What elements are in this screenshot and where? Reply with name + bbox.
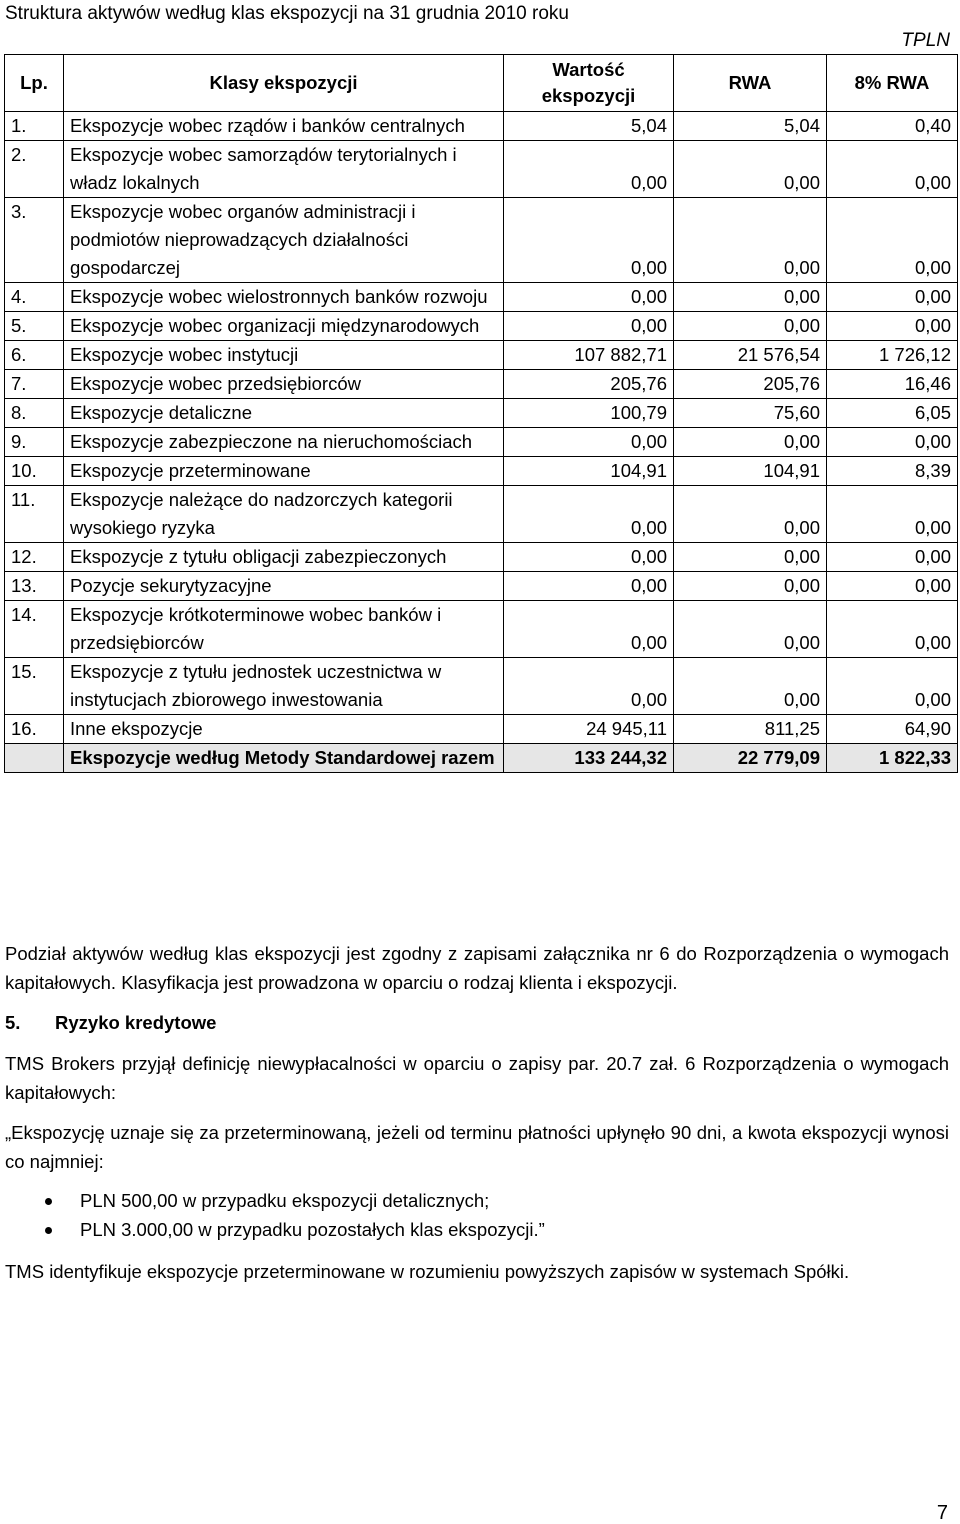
row-rwa: 0,00: [674, 428, 827, 457]
table-row: [5, 312, 958, 341]
row-wartosc: 0,00: [504, 283, 674, 312]
table-row: [5, 399, 958, 428]
row-lp: 12.: [5, 543, 64, 572]
row-wartosc: 205,76: [504, 370, 674, 399]
row-klasa: Ekspozycje z tytułu jednostek uczestnictwa w instytucjach zbiorowego inwestowania: [64, 658, 504, 715]
row-klasa: Inne ekspozycje: [64, 715, 504, 744]
row-rwa: 5,04: [674, 112, 827, 141]
table-row: [5, 341, 958, 370]
row-rwa: 0,00: [674, 141, 827, 198]
row-rwa8: 6,05: [827, 399, 958, 428]
row-rwa8: 16,46: [827, 370, 958, 399]
bullet-list: [5, 1186, 905, 1244]
row-klasa: Ekspozycje wobec wielostronnych banków rozwoju: [64, 283, 504, 312]
row-rwa8: 0,00: [827, 198, 958, 283]
row-rwa: 205,76: [674, 370, 827, 399]
bullet-icon: [45, 1227, 52, 1234]
row-rwa: 0,00: [674, 312, 827, 341]
header-rwa: RWA: [674, 55, 827, 112]
page-title: Struktura aktywów według klas ekspozycji na 31 grudnia 2010 roku: [5, 3, 569, 24]
section-heading: [5, 1009, 949, 1038]
header-wartosc: Wartość ekspozycji: [504, 55, 674, 112]
row-wartosc: 0,00: [504, 658, 674, 715]
row-wartosc: 0,00: [504, 572, 674, 601]
row-wartosc: 107 882,71: [504, 341, 674, 370]
table-row: [5, 428, 958, 457]
row-rwa8: 0,00: [827, 141, 958, 198]
table-row: [5, 457, 958, 486]
table-row: [5, 112, 958, 141]
table-row: [5, 543, 958, 572]
row-rwa8: 0,00: [827, 428, 958, 457]
row-rwa: 0,00: [674, 486, 827, 543]
row-rwa8: 0,00: [827, 543, 958, 572]
total-klasa: Ekspozycje według Metody Standardowej razem: [64, 744, 504, 773]
row-wartosc: 104,91: [504, 457, 674, 486]
row-lp: 13.: [5, 572, 64, 601]
table-header-row: [5, 55, 958, 112]
table-row: [5, 370, 958, 399]
row-rwa8: 0,40: [827, 112, 958, 141]
list-item: [5, 1186, 905, 1215]
row-wartosc: 0,00: [504, 141, 674, 198]
unit-label: TPLN: [901, 30, 950, 51]
paragraph-definition: TMS Brokers przyjął definicję niewypłacalności w oparciu o zapisy par. 20.7 zał. 6 Rozporządzenia o wymogach kapitałowych:: [5, 1053, 949, 1103]
row-klasa: Ekspozycje z tytułu obligacji zabezpieczonych: [64, 543, 504, 572]
row-rwa8: 8,39: [827, 457, 958, 486]
row-lp: 11.: [5, 486, 64, 543]
row-lp: 4.: [5, 283, 64, 312]
row-rwa8: 0,00: [827, 486, 958, 543]
row-wartosc: 0,00: [504, 198, 674, 283]
row-rwa8: 1 726,12: [827, 341, 958, 370]
row-klasa: Ekspozycje należące do nadzorczych kategorii wysokiego ryzyka: [64, 486, 504, 543]
row-lp: 2.: [5, 141, 64, 198]
row-klasa: Ekspozycje wobec przedsiębiorców: [64, 370, 504, 399]
total-rwa8: 1 822,33: [827, 744, 958, 773]
row-lp: 7.: [5, 370, 64, 399]
row-lp: 15.: [5, 658, 64, 715]
section-number: 5.: [5, 1012, 21, 1033]
row-wartosc: 5,04: [504, 112, 674, 141]
page-number: 7: [936, 1502, 948, 1524]
paragraph-quote: „Ekspozycję uznaje się za przeterminowaną, jeżeli od terminu płatności upłynęło 90 dni, a kwota ekspozycji wynosi co najmniej:: [5, 1122, 949, 1172]
list-item: [5, 1215, 905, 1244]
row-rwa: 75,60: [674, 399, 827, 428]
header-rwa8: 8% RWA: [827, 55, 958, 112]
row-lp: 1.: [5, 112, 64, 141]
total-rwa: 22 779,09: [674, 744, 827, 773]
row-lp: 6.: [5, 341, 64, 370]
row-wartosc: 0,00: [504, 601, 674, 658]
row-lp: 5.: [5, 312, 64, 341]
row-lp: 10.: [5, 457, 64, 486]
table-row: [5, 198, 958, 283]
row-rwa: 0,00: [674, 658, 827, 715]
row-rwa8: 0,00: [827, 312, 958, 341]
row-klasa: Ekspozycje detaliczne: [64, 399, 504, 428]
row-klasa: Ekspozycje wobec instytucji: [64, 341, 504, 370]
table-row: [5, 601, 958, 658]
row-rwa8: 64,90: [827, 715, 958, 744]
row-wartosc: 100,79: [504, 399, 674, 428]
row-klasa: Ekspozycje zabezpieczone na nieruchomościach: [64, 428, 504, 457]
row-wartosc: 0,00: [504, 486, 674, 543]
header-klasa: Klasy ekspozycji: [64, 55, 504, 112]
table-row: [5, 658, 958, 715]
paragraph-systems: TMS identyfikuje ekspozycje przeterminowane w rozumieniu powyższych zapisów w systemach Spółki.: [5, 1261, 850, 1282]
table-row: [5, 572, 958, 601]
total-lp: [5, 744, 64, 773]
row-klasa: Ekspozycje krótkoterminowe wobec banków i przedsiębiorców: [64, 601, 504, 658]
row-klasa: Ekspozycje wobec organów administracji i podmiotów nieprowadzących działalności gospodarczej: [64, 198, 504, 283]
header-lp: Lp.: [5, 55, 64, 112]
row-rwa8: 0,00: [827, 572, 958, 601]
row-rwa: 0,00: [674, 283, 827, 312]
row-wartosc: 0,00: [504, 428, 674, 457]
row-klasa: Ekspozycje przeterminowane: [64, 457, 504, 486]
row-rwa: 104,91: [674, 457, 827, 486]
table-row: [5, 141, 958, 198]
row-lp: 9.: [5, 428, 64, 457]
row-rwa: 811,25: [674, 715, 827, 744]
row-klasa: Ekspozycje wobec organizacji międzynarodowych: [64, 312, 504, 341]
row-klasa: Ekspozycje wobec samorządów terytorialnych i władz lokalnych: [64, 141, 504, 198]
row-lp: 8.: [5, 399, 64, 428]
row-rwa: 0,00: [674, 572, 827, 601]
paragraph-classification: Podział aktywów według klas ekspozycji jest zgodny z zapisami załącznika nr 6 do Rozporządzenia o wymogach kapitałowych. Klasyfikacja jest prowadzona w oparciu o rodzaj klienta i ekspozycji.: [5, 943, 949, 993]
row-wartosc: 24 945,11: [504, 715, 674, 744]
list-item-text: PLN 3.000,00 w przypadku pozostałych klas ekspozycji.”: [80, 1219, 545, 1240]
exposure-table: [4, 54, 958, 773]
row-rwa: 0,00: [674, 601, 827, 658]
bullet-icon: [45, 1198, 52, 1205]
table-row: [5, 715, 958, 744]
table-row: [5, 283, 958, 312]
row-lp: 14.: [5, 601, 64, 658]
table-total-row: [5, 744, 958, 773]
row-wartosc: 0,00: [504, 312, 674, 341]
row-rwa8: 0,00: [827, 283, 958, 312]
section-title: Ryzyko kredytowe: [55, 1012, 217, 1033]
row-wartosc: 0,00: [504, 543, 674, 572]
row-rwa: 21 576,54: [674, 341, 827, 370]
row-rwa8: 0,00: [827, 658, 958, 715]
row-klasa: Pozycje sekurytyzacyjne: [64, 572, 504, 601]
list-item-text: PLN 500,00 w przypadku ekspozycji detalicznych;: [80, 1190, 490, 1211]
row-rwa: 0,00: [674, 543, 827, 572]
row-rwa: 0,00: [674, 198, 827, 283]
row-klasa: Ekspozycje wobec rządów i banków centralnych: [64, 112, 504, 141]
row-rwa8: 0,00: [827, 601, 958, 658]
row-lp: 16.: [5, 715, 64, 744]
total-wartosc: 133 244,32: [504, 744, 674, 773]
row-lp: 3.: [5, 198, 64, 283]
table-row: [5, 486, 958, 543]
